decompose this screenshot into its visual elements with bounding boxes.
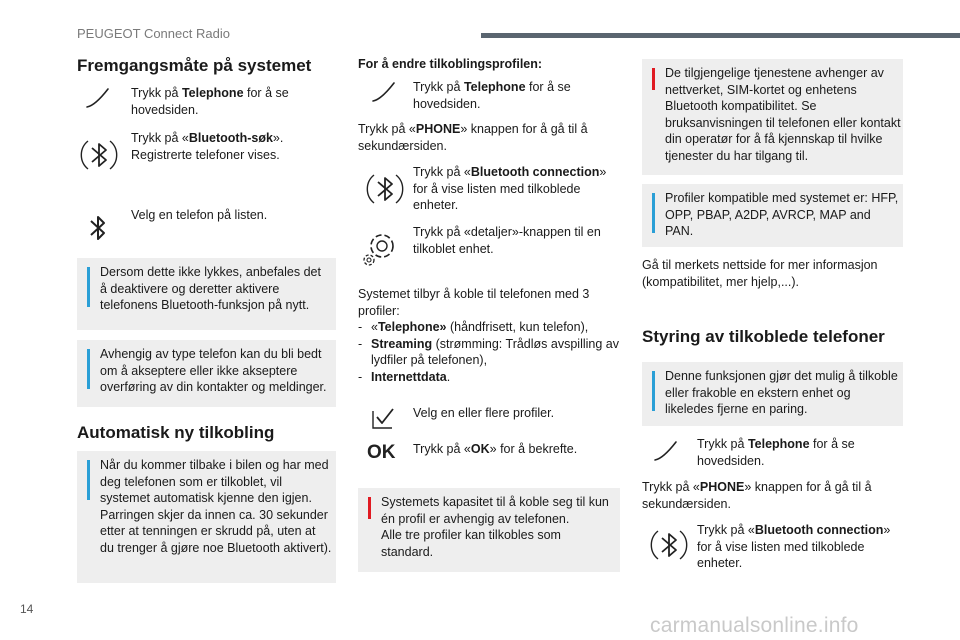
info-bar: [87, 349, 90, 389]
phone-handset-icon: [652, 439, 680, 463]
subheading-profile: For å endre tilkoblingsprofilen:: [358, 57, 543, 71]
step-text: Trykk på «detaljer»-knappen til en tilkoblet enhet.: [413, 225, 601, 256]
info-bar: [87, 460, 90, 500]
profile-list: [358, 319, 620, 385]
gear-details-icon: [359, 226, 405, 270]
paragraph: Trykk på «PHONE» knappen for å gå til å sekundærsiden.: [358, 122, 588, 153]
paragraph: Systemet tilbyr å koble til telefonen med 3 profiler:: [358, 287, 590, 318]
page-number: 14: [20, 602, 34, 616]
warning-box: Systemets kapasitet til å koble seg til kun én profil er avhengig av telefonen. Alle tre profiler kan tilkobles som standard.: [358, 488, 620, 572]
paragraph: Gå til merkets nettside for mer informasjon (kompatibilitet, mer hjelp,...).: [642, 258, 878, 289]
step-text: Trykk på «Bluetooth connection» for å vise listen med tilkoblede enheter.: [413, 165, 607, 212]
warning-bar: [652, 68, 655, 90]
bluetooth-icon: [88, 212, 108, 244]
bluetooth-search-icon: [78, 134, 120, 176]
section-heading-procedure: Fremgangsmåte på systemet: [77, 56, 312, 75]
header-title: PEUGEOT Connect Radio: [77, 26, 230, 41]
checkbox-icon: [370, 404, 398, 430]
section-heading-manage: Styring av tilkoblede telefoner: [642, 327, 885, 346]
note-box: Når du kommer tilbake i bilen og har med deg telefonen som er tilkoblet, vil systemet automatisk kjenne den igjen. Parringen skjer da innen ca. 30 sekunder etter at tenningen er skrudd på, uten at du trenger å gjøre noe Bluetooth aktivert).: [77, 451, 336, 583]
section-heading-auto-reconnect: Automatisk ny tilkobling: [77, 423, 275, 442]
bluetooth-connection-icon: [648, 524, 690, 566]
phone-handset-icon: [370, 80, 398, 104]
info-bar: [652, 193, 655, 233]
step-text: Trykk på Telephone for å se hovedsiden.: [413, 80, 571, 111]
step-text: Trykk på Telephone for å se hovedsiden.: [697, 437, 855, 468]
step-text: Velg en telefon på listen.: [131, 208, 268, 222]
step-text: Trykk på Telephone for å se hovedsiden.: [131, 86, 289, 117]
list-item: - «Telephone» (håndfrisett, kun telefon),: [358, 320, 589, 334]
note-box: Dersom dette ikke lykkes, anbefales det å deaktivere og deretter aktivere telefonens Bluetooth-funksjon på nytt.: [77, 258, 336, 330]
warning-box: De tilgjengelige tjenestene avhenger av nettverket, SIM-kortet og enhetens Bluetooth kompatibilitet. Se bruksanvisningen til telefonen eller kontakt din operatør for å få kjennskap til hvilke tjenester du har tilgang til.: [642, 59, 903, 175]
list-item: - Streaming (strømming: Trådløs avspilling av lydfiler på telefonen),: [358, 336, 619, 367]
watermark: carmanualsonline.info: [650, 614, 859, 637]
ok-icon: OK: [367, 442, 396, 463]
step-text: Velg en eller flere profiler.: [413, 406, 555, 420]
info-bar: [652, 371, 655, 411]
note-box: Avhengig av type telefon kan du bli bedt om å akseptere eller ikke akseptere overføring av din kontakter og meldinger.: [77, 340, 336, 407]
bluetooth-connection-icon: [364, 168, 406, 210]
paragraph: Trykk på «PHONE» knappen for å gå til å sekundærsiden.: [642, 480, 872, 511]
step-text: Trykk på «Bluetooth-søk». Registrerte telefoner vises.: [131, 131, 284, 162]
warning-bar: [368, 497, 371, 519]
note-box: Profiler kompatible med systemet er: HFP, OPP, PBAP, A2DP, AVRCP, MAP and PAN.: [642, 184, 903, 247]
list-item: - Internettdata.: [358, 369, 451, 384]
note-box: Denne funksjonen gjør det mulig å tilkoble eller frakoble en ekstern enhet og likeledes fjerne en paring.: [642, 362, 903, 426]
step-text: Trykk på «OK» for å bekrefte.: [413, 442, 578, 456]
header-bar: [481, 33, 960, 38]
step-text: Trykk på «Bluetooth connection» for å vise listen med tilkoblede enheter.: [697, 523, 891, 570]
phone-handset-icon: [84, 86, 112, 110]
info-bar: [87, 267, 90, 307]
